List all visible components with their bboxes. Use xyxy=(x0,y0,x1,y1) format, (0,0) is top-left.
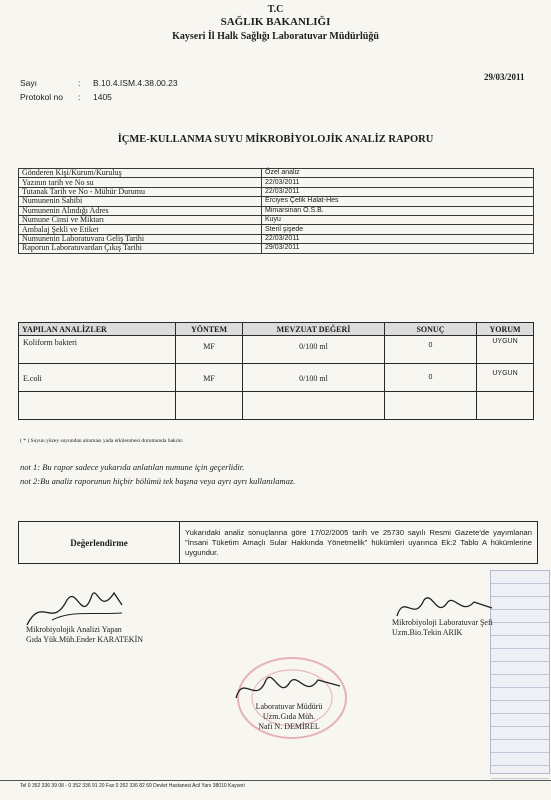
info-label: Ambalaj Şekli ve Etiket xyxy=(19,225,262,234)
header-tc: T.C xyxy=(267,4,284,15)
signature-left-title: Mikrobiyolojik Analizi Yapan xyxy=(26,625,122,634)
info-label: Numune Cinsi ve Miktarı xyxy=(19,215,262,224)
info-label: Numunenin Laboratuvara Geliş Tarihi xyxy=(19,234,262,243)
header-ministry: SAĞLIK BAKANLIĞI xyxy=(220,16,331,28)
info-row xyxy=(19,169,534,178)
signature-left-block xyxy=(26,625,143,645)
analysis-name: Koliform bakteri xyxy=(19,336,176,364)
signature-center-block xyxy=(234,702,344,732)
signature-center-degree: Uzm.Gıda Müh. xyxy=(262,712,316,721)
analysis-result: 0 xyxy=(385,364,477,392)
footer-divider xyxy=(0,780,551,781)
result-row-empty xyxy=(19,392,534,420)
sayi-label: Sayı xyxy=(20,78,38,88)
info-value: Kuyu xyxy=(262,215,534,224)
info-label: Yazının tarih ve No su xyxy=(19,178,262,187)
info-value: Steril şişede xyxy=(262,225,534,234)
info-row xyxy=(19,178,534,187)
report-date: 29/03/2011 xyxy=(484,72,525,82)
info-label: Gönderen Kişi/Kurum/Kuruluş xyxy=(19,169,262,178)
info-row xyxy=(19,206,534,215)
signature-center-name: Nafi N. DEMİREL xyxy=(258,722,320,731)
analysis-method: MF xyxy=(176,364,243,392)
results-table xyxy=(18,322,534,420)
evaluation-label: Değerlendirme xyxy=(19,522,180,564)
protokol-label: Protokol no xyxy=(20,92,63,102)
sample-info-table xyxy=(18,168,534,254)
col-header-limit: MEVZUAT DEĞERİ xyxy=(243,323,385,336)
report-title: İÇME-KULLANMA SUYU MİKROBİYOLOJİK ANALİZ RAPORU xyxy=(117,134,434,145)
signature-right-block xyxy=(392,618,493,638)
analysis-limit: 0/100 ml xyxy=(243,364,385,392)
evaluation-table xyxy=(18,521,538,564)
info-label: Numunenin Sahibi xyxy=(19,197,262,206)
header-directorate: Kayseri İl Halk Sağlığı Laboratuvar Müdürlüğü xyxy=(172,31,379,42)
info-value: 29/03/2011 xyxy=(262,244,534,253)
analysis-limit: 0/100 ml xyxy=(243,336,385,364)
info-label: Numunenin Alındığı Adres xyxy=(19,206,262,215)
note-2: not 2:Bu analiz raporunun hiçbir bölümü tek başına veya ayrı ayrı kullanılamaz. xyxy=(20,476,296,486)
info-row xyxy=(19,197,534,206)
signature-right-title: Mikrobiyoloji Laboratuvar Şefi xyxy=(392,618,493,627)
sayi-value: B.10.4.ISM.4.38.00.23 xyxy=(93,78,178,88)
sayi-colon: : xyxy=(78,78,81,88)
signature-center-title: Laboratuvar Müdürü xyxy=(255,702,323,711)
signature-left-name: Gıda Yük.Müh.Ender KARATEKİN xyxy=(26,635,144,644)
result-row xyxy=(19,364,534,392)
info-value: Özel analiz xyxy=(262,169,534,178)
footnote: ( * ) Suyun yüzey suyundan alınması yada etkilenmesi durumunda bakılır. xyxy=(20,438,184,444)
analysis-comment: UYGUN xyxy=(477,364,534,392)
analysis-result: 0 xyxy=(385,336,477,364)
analysis-method: MF xyxy=(176,336,243,364)
evaluation-text: Yukarıdaki analiz sonuçlarına göre 17/02/2005 tarih ve 25730 sayılı Resmi Gazete'de yayımlanan "İnsani Tüketim Amaçlı Sular Hakkında Yönetmelik" hükümleri uyarınca Ek:2 Tablo A hükümlerine uygundur. xyxy=(180,522,538,564)
col-header-comment: YORUM xyxy=(477,323,534,336)
signature-right-name: Uzm.Bio.Tekin ARIK xyxy=(392,628,463,637)
result-row xyxy=(19,336,534,364)
col-header-method: YÖNTEM xyxy=(176,323,243,336)
analysis-name: E.coli xyxy=(19,364,176,392)
info-row xyxy=(19,244,534,253)
note-1: not 1: Bu rapor sadece yukarıda anlatılan numune için geçerlidir. xyxy=(20,462,245,472)
info-label: Tutanak Tarih ve No - Mühür Durumu xyxy=(19,187,262,196)
info-row xyxy=(19,225,534,234)
info-value: Mimarsinan O.S.B. xyxy=(262,206,534,215)
info-row xyxy=(19,215,534,224)
info-value: Erciyes Çelik Halat-Hes xyxy=(262,197,534,206)
col-header-analysis: YAPILAN ANALİZLER xyxy=(19,323,176,336)
footer-contact: Tel 0 352 336 39 08 - 0 352 336 91 20 Fax 0 352 336 82 69 Devlet Hastanesi Acil Yanı 38010 Kayseri xyxy=(20,783,245,789)
protokol-colon: : xyxy=(78,92,81,102)
info-value: 22/03/2011 xyxy=(262,178,534,187)
info-row xyxy=(19,187,534,196)
info-value: 22/03/2011 xyxy=(262,234,534,243)
col-header-result: SONUÇ xyxy=(385,323,477,336)
info-value: 22/03/2011 xyxy=(262,187,534,196)
info-row xyxy=(19,234,534,243)
info-label: Raporun Laboratuvardan Çıkış Tarihi xyxy=(19,244,262,253)
results-header-row xyxy=(19,323,534,336)
protokol-value: 1405 xyxy=(93,92,112,102)
analysis-comment: UYGUN xyxy=(477,336,534,364)
